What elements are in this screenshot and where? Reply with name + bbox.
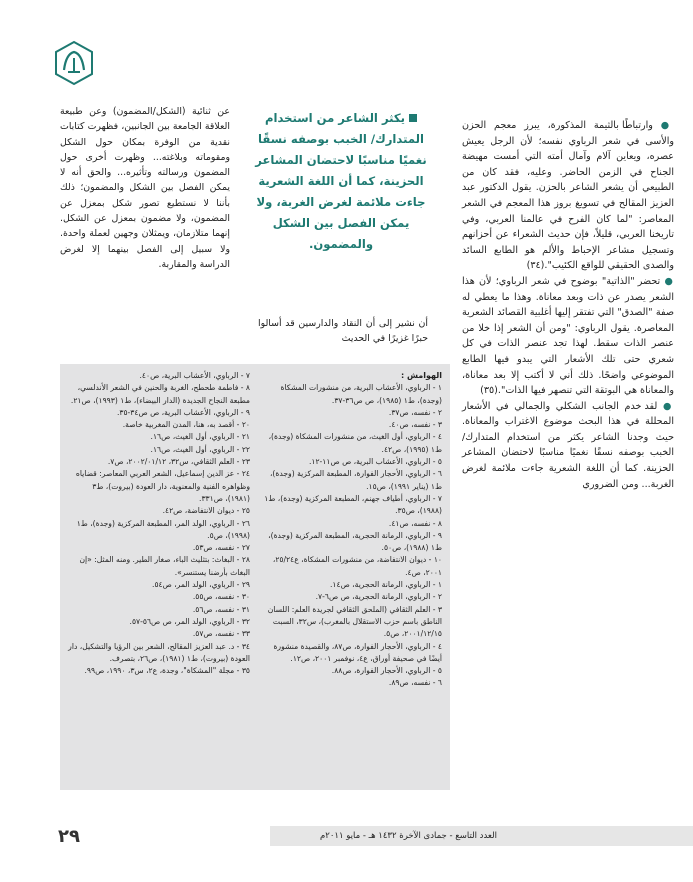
middle-text: أن نشير إلى أن النقاد والدارسين قد أسالوا حبرًا غزيرًا في الحديث — [258, 318, 428, 344]
footnote-item: ٩ - الرباوي، الأعشاب البرية، ص ص٣٤-٣٥. — [116, 407, 250, 417]
footnote-item: ٩ - الرباوي، الرمانة الحجرية، المطبعة المركزية (وجدة)، ط١ (١٩٨٨)، ص٥٠. — [268, 530, 442, 553]
footnote-item: ٢٠ - أقصد به، هنا، المدن المغربية خاصة. — [122, 420, 250, 430]
footnote-item: ٣ - العلم الثقافي (الملحق الثقافي لجريدة العلم: اللسان الناطق باسم حزب الاستقلال بالمغرب)، س٣٢، السبت ٢٠٠١/١٢/١٥، ص٥. — [267, 604, 442, 639]
paragraph-2-text: تحضر "الذاتية" بوضوح في شعر الرباوي؛ لأن هذا الشعر يصدر عن ذات وبعد معاناة. وهذا ما يعطي له صفة "الصدق" التي تفتقر إليها أغلبية القصائد الشعرية المعاصرة. يقول الرباوي: "ومن أن الشعر إذا خلا من عنصر الذات سقط. لهذا تجد عنصر الذات في كل شعري حتى تلك الأشعار التي يبدو فيها الطابع الموضوعي واضحًا. ذلك أني لا أكتب إلا بعد معاناة، والمعاناة هي البوتقة التي تنصهر فيها الذات".(٣٥) — [462, 275, 674, 397]
footnote-item: ٣٣ - نفسه، ص٥٧. — [192, 629, 250, 639]
footnotes-right-column — [260, 370, 442, 690]
footnotes-box — [60, 364, 450, 790]
footnote-item: ٣ - نفسه، ص٤٠. — [388, 420, 442, 430]
footnote-item: ٤ - الرباوي، الأحجار الفوارة، ص٨٧، والقصيدة منشورة أيضًا في صحيفة أوراق، ع٤، نوفمبر ٢٠٠١، ص١٢. — [273, 641, 442, 663]
paragraph-2 — [462, 274, 674, 399]
footnote-item: ٢٩ - الرباوي، الولد المر، ص٥٤. — [152, 580, 250, 590]
footnote-item: ٨ - نفسه، ص٤١. — [388, 518, 442, 528]
footnote-item: ٢٢ - الرباوي، أول الغيث، ص١٦. — [150, 444, 250, 454]
footnote-item: ١ - الرباوي، الرمانة الحجرية، ص١٤. — [329, 580, 442, 590]
footnote-item: ٢٣ - العلم الثقافي، س٣٢، ٢٠٠٢/٠١/١٢، ص٧. — [107, 457, 250, 467]
issue-info: العدد التاسع - جمادى الآخرة ١٤٣٢ هـ - مايو ٢٠١١م — [320, 831, 497, 841]
right-text-column — [462, 118, 674, 492]
footnotes-left-list — [68, 370, 250, 677]
footnote-item: ٢٨ - البغاث: بتثليث الباء، صغار الطير. ومنه المثل: «إن البغاث بأرضنا يستنسر». — [79, 555, 250, 577]
page-number: ٢٩ — [58, 826, 80, 847]
footnote-item: ٧ - الرباوي، أطياف جهنم، المطبعة المركزية (وجدة)، ط١ (١٩٨٨)، ص٣٥. — [264, 493, 442, 516]
footnote-item: ١٠ - ديوان الانتفاضة، من منشورات المشكاة، ع٢٥/٢٤، ٢٠٠١، ص٤. — [272, 555, 442, 577]
footnote-item: ٢٤ - عز الدين إسماعيل، الشعر العربي المعاصر: قضاياه وظواهره الفنية والمعنوية، دار العودة (بيروت)، ط٣ (١٩٨١)، ص٣٣١. — [75, 469, 250, 503]
pull-quote-text: يكثر الشاعر من استخدام المتدارك/ الخبب بوصفه نسقًا نغميًا مناسبًا لاحتضان المشاعر الحزينة، كما أن اللغة الشعرية جاءت ملائمة لغرض الغربة، ولا يمكن الفصل بين الشكل والمضمون. — [255, 111, 427, 251]
footnote-item: ٦ - نفسه، ص٨٩. — [388, 678, 442, 688]
footnote-item: ٢٧ - نفسه، ص٥٣. — [192, 543, 250, 553]
footnotes-right-list — [260, 382, 442, 689]
journal-logo — [52, 40, 96, 86]
footnote-item: ٢٦ - الرباوي، الولد المر، المطبعة المركزية (وجدة)، ط١ (١٩٩٨)، ص٥. — [76, 518, 250, 540]
footnote-item: ١ - الرباوي، الأعشاب البرية، من منشورات المشكاة (وجدة)، ط١ (١٩٨٥)، ص ص٣٦-٣٧. — [280, 383, 442, 405]
footnote-item: ٦ - الرباوي، الأحجار الفوارة، المطبعة المركزية (وجدة)، ط١ (يناير ١٩٩١)، ص١٥. — [269, 469, 442, 491]
footnote-item: ٤ - الرباوي، أول الغيث، من منشورات المشكاة (وجدة)، ط١ (١٩٩٥)، ص٤٢. — [268, 432, 442, 454]
bullet-icon: ● — [657, 400, 674, 412]
paragraph-3-text: لقد خدم الجانب الشكلي والجمالي في الأشعار المحللة في هذا البحث موضوع الاغتراب والمعاناة. حيث وجدنا الشاعر يكثر من استخدام المتدارك/ الخبب بوصفه نسقًا نغميًا مناسبًا لاحتضان المشاعر الحزينة. كما أن اللغة الشعرية جاءت ملائمة لغرض الغربة... ومن الضروري — [462, 400, 674, 490]
bullet-icon: ● — [660, 275, 675, 287]
left-text-column — [60, 104, 230, 272]
square-bullet-icon — [409, 114, 417, 122]
pull-quote — [250, 108, 432, 255]
footnote-item: ٢٥ - ديوان الانتفاضة، ص٤٢. — [162, 506, 250, 516]
footnote-item: ٣٠ - نفسه، ص٥٥. — [192, 592, 250, 602]
footnote-item: ٢ - الرباوي، الرمانة الحجرية، ص ص٦-٧. — [315, 592, 442, 602]
footnotes-left-column — [68, 370, 250, 677]
footnote-item: ٣٥ - مجلة "المشكاة"، وجدة، ع٢، س٣، ١٩٩٠، ص٩٩. — [84, 666, 250, 676]
left-paragraph: عن ثنائية (الشكل/المضمون) وعن طبيعة العلاقة الجامعة بين الجانبين، فظهرت كتابات نقدية من الوفرة بمكان حول الشكل ومقوماته وبلاغته... وظهرت أخرى حول المضمون ورسالته وتأثيره... والحق أنه لا يمكن الفصل بين الشكل والمضمون؛ ذلك بأننا لا نستطيع تصور شكل بمعزل عن المضمون، ولا مضمون بمعزل عن الشكل. إنهما متلازمان، ويمثلان وجهين لعملة واحدة. ولا سبيل إلى الفصل بينهما إلا لغرض الدراسة والمقاربة. — [60, 106, 230, 270]
footnote-item: ٣٤ - د. عبد العزيز المقالح، الشعر بين الرؤيا والتشكيل، دار العودة (بيروت)، ط١ (١٩٨١)، ص٢٦، بتصرف. — [68, 641, 250, 663]
footnote-item: ٢ - نفسه، ص٣٧. — [388, 407, 442, 417]
footnote-item: ٢١ - الرباوي، أول الغيث، ص١٦. — [150, 432, 250, 442]
bullet-icon: ● — [652, 120, 674, 131]
footnote-item: ٨ - فاطمة طحطح، الغربة والحنين في الشعر الأندلسي، مطبعة النجاح الجديدة (الدار البيضاء)، ط١ (١٩٩٣)، ص٢١. — [70, 383, 250, 405]
footnotes-heading: الهوامش : — [400, 371, 442, 380]
page-footer — [0, 826, 693, 846]
footnote-item: ٣٢ - الرباوي، الولد المر، ص ص٥٦-٥٧. — [129, 616, 250, 626]
footnote-item: ٥ - الرباوي، الأحجار الفوارة، ص٨٨. — [331, 666, 442, 676]
paragraph-1-text: وارتباطًا بالثيمة المذكورة، يبرز معجم الحزن والأسى في شعر الرباوي نفسه؛ لأن الرجل يعيش عصره، ويعاين آلام وآمال أمته التي أمست مهيضة الجناح في الزمن الحاضر. وعليه، فقد كان من الطبيعي أن يشعر الشاعر بالحزن. يقول الدكتور عبد العزيز المقالح في تسويغ بروز هذا المعجم في الشعر المعاصر: "لما كان الفرح في عالمنا العربي، وفي تاريخنا العربي، قليلاً، فإن حديث الشعراء عن أحزانهم وتسجيل مشاعر الإحباط والألم هو الطابع السائد والصدى الحقيقي للواقع الكئيب".(٣٤) — [462, 120, 674, 272]
footnote-item: ٣١ - نفسه، ص٥٦. — [192, 604, 250, 614]
paragraph-3 — [462, 399, 674, 493]
footnote-item: ٥ - الرباوي، الأعشاب البرية، ص ص١١-١٢. — [308, 457, 442, 467]
footnote-item: ٧ - الرباوي، الأعشاب البرية، ص٤٠. — [139, 371, 250, 380]
paragraph-1 — [462, 118, 674, 274]
